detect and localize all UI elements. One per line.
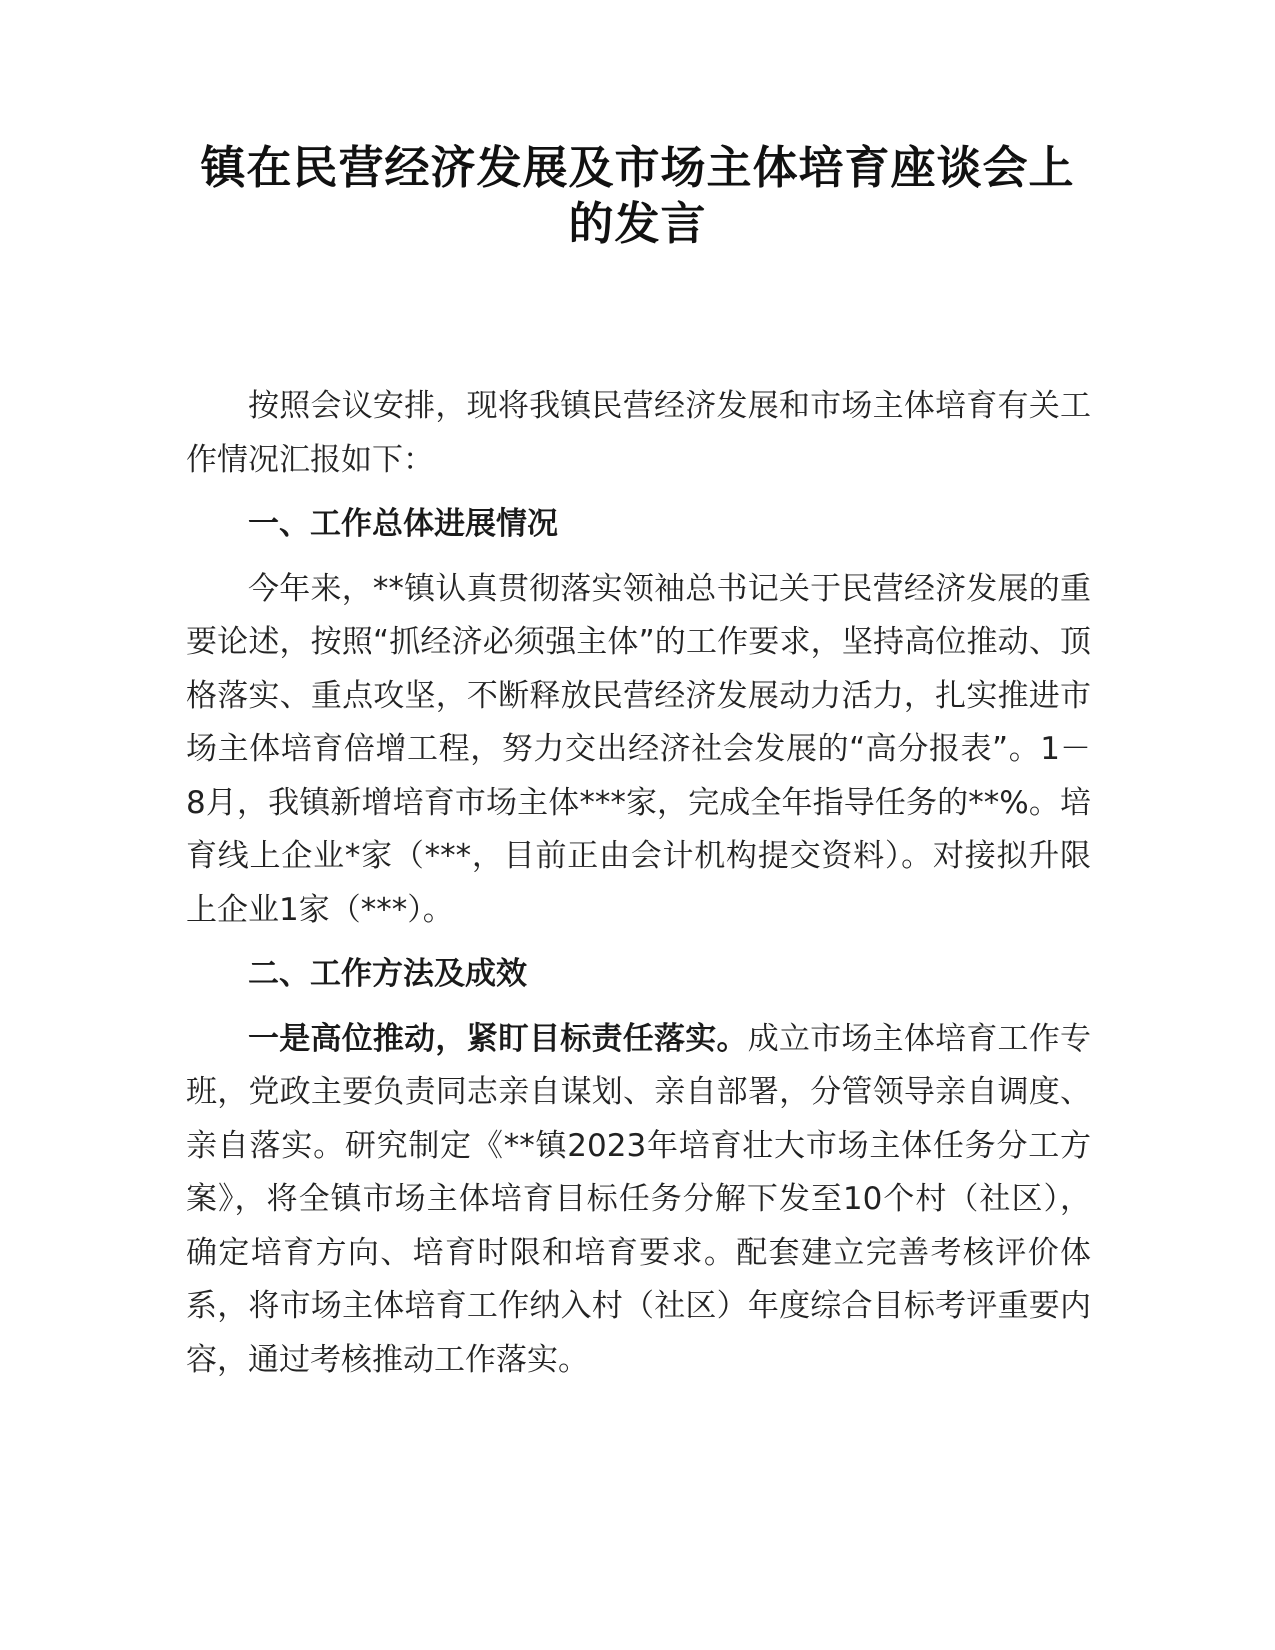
title-line-1: 镇在民营经济发展及市场主体培育座谈会上 [200,141,1075,194]
intro-paragraph: 按照会议安排，现将我镇民营经济发展和市场主体培育有关工作情况汇报如下： [186,388,1091,478]
document-body [186,380,1091,1398]
document-title [180,140,1095,252]
title-line-2: 的发言 [568,197,707,250]
paragraph-text: 成立市场主体培育工作专班，党政主要负责同志亲自谋划、亲自部署，分管领导亲自调度、亲自落实。研究制定《**镇2023年培育壮大市场主体任务分工方案》，将全镇市场主体培育目标任务分解下发至10个村（社区），确定培育方向、培育时限和培育要求。配套建立完善考核评价体系，将市场主体培育工作纳入村（社区）年度综合目标考评重要内容，通过考核推动工作落实。 [186,1020,1092,1378]
section-1-paragraph: 今年来，**镇认真贯彻落实领袖总书记关于民营经济发展的重要论述，按照“抓经济必须强主体”的工作要求，坚持高位推动、顶格落实、重点攻坚，不断释放民营经济发展动力活力，扎实推进市场主体培育倍增工程，努力交出经济社会发展的“高分报表”。1－8月，我镇新增培育市场主体***家，完成全年指导任务的**%。培育线上企业*家（***，目前正由会计机构提交资料）。对接拟升限上企业1家（***）。 [186,570,1091,928]
section-2-paragraph-1 [186,1013,1091,1388]
section-heading-2: 二、工作方法及成效 [248,956,527,992]
paragraph-lead: 一是高位推动，紧盯目标责任落实。 [248,1020,748,1057]
section-heading-1: 一、工作总体进展情况 [248,506,558,542]
